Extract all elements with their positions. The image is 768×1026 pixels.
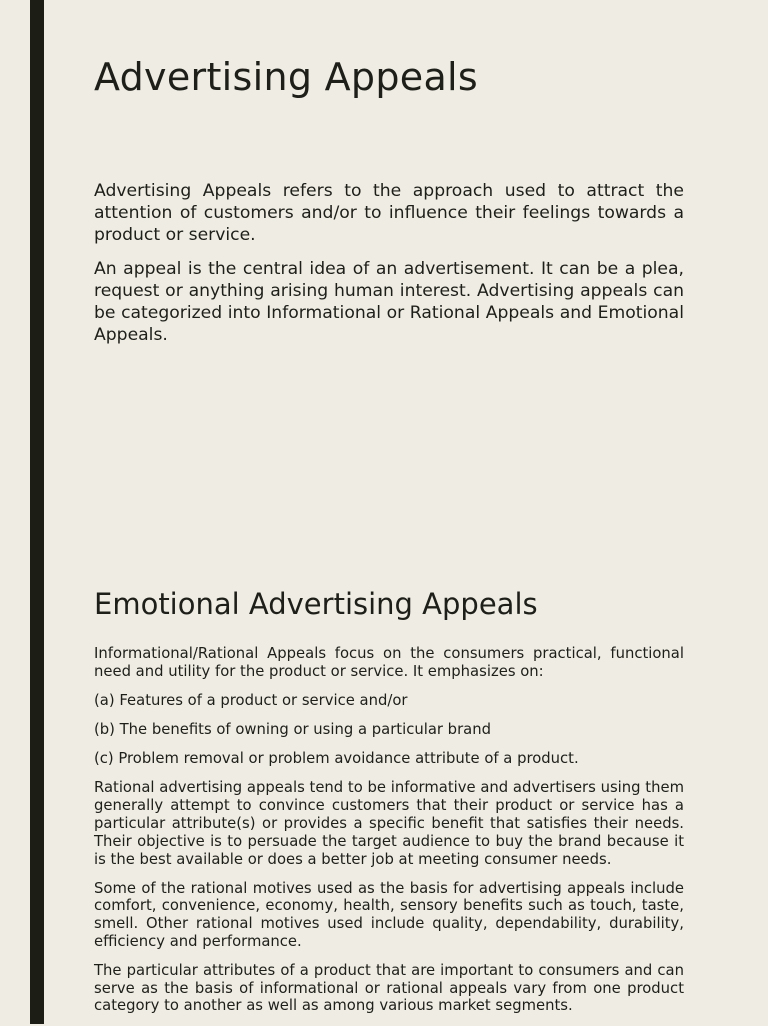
slide-accent-bar [30,0,44,1024]
body-paragraph: The particular attributes of a product that are important to consumers and can serve as the basis of informational or rational appeals vary from one product category to another as well as among various market segments. [94,961,684,1015]
list-item: (a) Features of a product or service and/or [94,691,408,709]
definition-paragraph: Advertising Appeals refers to the approach used to attract the attention of customers and/or to influence their feelings towards a product or service. [94,181,684,246]
slide-title: Emotional Advertising Appeals [94,587,538,621]
intro-paragraph: Informational/Rational Appeals focus on the consumers practical, functional need and utility for the product or service. It emphasizes on: [94,645,684,680]
slide-emotional-appeals [94,560,684,1024]
slide-body [94,180,684,357]
body-paragraph: Some of the rational motives used as the basis for advertising appeals include comfort, convenience, economy, health, sensory benefits such as touch, taste, smell. Other rational motives used include quality, dependability, durability, efficiency and performance. [94,879,684,950]
slide-title: Advertising Appeals [94,55,478,99]
list-item: (b) The benefits of owning or using a particular brand [94,720,491,738]
appeal-paragraph: An appeal is the central idea of an advertisement. It can be a plea, request or anything arising human interest. Advertising appeals can be categorized into Informational or Rational Appeals and Emotional Appeals. [94,258,684,346]
list-item: (c) Problem removal or problem avoidance attribute of a product. [94,750,579,768]
body-paragraph: Rational advertising appeals tend to be informative and advertisers using them generally attempt to convince customers that their product or service has a particular attribute(s) or provides a specific benefit that satisfies their needs. Their objective is to persuade the target audience to buy the brand because it is the best available or does a better job at meeting consumer needs. [94,779,684,868]
slide-advertising-appeals [94,0,684,560]
slide-body [94,645,684,1026]
